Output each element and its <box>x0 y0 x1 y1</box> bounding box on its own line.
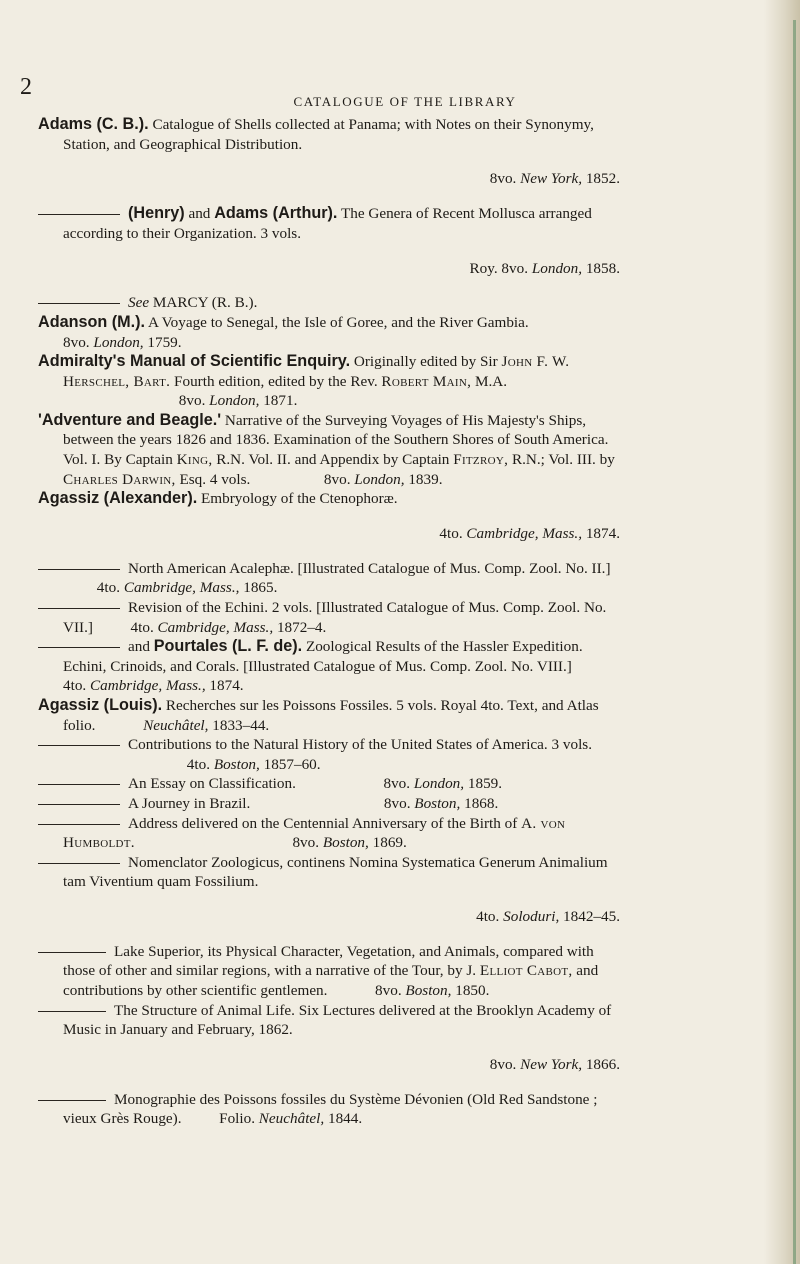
entry-admiralty-manual: Admiralty's Manual of Scientific Enquiry. Originally edited by Sir John F. W. Herschel, Bart. Fourth edition, edited by the Rev. Robert Main, M.A. 8vo. London, 1871. <box>38 352 570 410</box>
entry-text: Revision of the Echini. 2 vols. [Illustrated Catalogue of Mus. Comp. Zool. No. VII.] <box>63 599 607 636</box>
entry-text: A Voyage to Senegal, the Isle of Goree, and the River Gambia. <box>147 313 529 331</box>
ditto-rule <box>38 745 120 746</box>
entry-agassiz-louis: Agassiz (Louis). Recherches sur les Poissons Fossiles. 5 vols. Royal 4to. Text, and Atlas folio. Neuchâtel, 1833–44. <box>38 695 599 734</box>
imprint: 8vo. New York, 1866. <box>489 1056 620 1074</box>
entry-echini: Revision of the Echini. 2 vols. [Illustrated Catalogue of Mus. Comp. Zool. No. VII.] 4to. Cambridge, Mass., 1872–4. <box>38 598 620 637</box>
page-number: 2 <box>20 74 32 100</box>
ditto-rule <box>38 647 120 648</box>
headword: Pourtales (L. F. de). <box>153 637 303 656</box>
ditto-rule <box>38 824 120 825</box>
ditto-rule <box>38 303 120 304</box>
entry-text: A Journey in Brazil. <box>128 794 251 812</box>
entry-humboldt-address: Address delivered on the Centennial Anniversary of the Birth of A. von Humboldt. 8vo. Boston, 1869. <box>38 814 620 853</box>
entry-text: North American Acalephæ. [Illustrated Catalogue of Mus. Comp. Zool. No. II.] <box>128 559 611 577</box>
imprint: Roy. 8vo. London, 1858. <box>469 259 620 277</box>
entry-structure-animal-life <box>38 1001 620 1040</box>
entry-text: Recherches sur les Poissons Fossiles. 5 vols. Royal 4to. Text, and Atlas folio. <box>63 696 599 734</box>
ditto-rule <box>38 863 120 864</box>
entry-adams-henry-arthur: (Henry) and Adams (Arthur). The Genera of Recent Mollusca arranged according to their Organization. 3 vols. <box>38 204 620 243</box>
entry-see-marcy <box>38 293 620 313</box>
entry-text: Lake Superior, its Physical Character, Vegetation, and Animals, compared with those of other and similar regions, with a narrative of the Tour, by J. <box>63 942 594 980</box>
headword: (Henry) <box>128 204 185 223</box>
entry-text: Contributions to the Natural History of the United States of America. 3 vols. <box>128 736 592 754</box>
entry-text: Nomenclator Zoologicus, continens Nomina Systematica Generum Animalium tam Viventium quam Fossilium. <box>63 853 608 891</box>
headword: Adams (C. B.). <box>38 115 149 133</box>
entry-text: Zoological Results of the Hassler Expedition. Echini, Crinoids, and Corals. [Illustrated Catalogue of Mus. Comp. Zool. No. VIII.] <box>63 638 583 675</box>
entry-text: Embryology of the Ctenophoræ. <box>201 490 398 508</box>
headword: Adanson (M.). <box>38 312 146 331</box>
entry-text: Address delivered on the Centennial Anniversary of the Birth of <box>128 814 518 832</box>
entry-contributions: Contributions to the Natural History of the United States of America. 3 vols. 4to. Boston, 1857–60. <box>38 735 620 774</box>
headword: Agassiz (Alexander). <box>38 489 198 508</box>
headword: Agassiz (Louis). <box>38 695 163 714</box>
ditto-rule <box>38 214 120 215</box>
ditto-rule <box>38 608 120 609</box>
book-edge-line <box>793 20 796 1264</box>
ditto-rule <box>38 569 120 570</box>
entry-text: The Structure of Animal Life. Six Lectures delivered at the Brooklyn Academy of Music in January and February, 1862. <box>63 1001 612 1039</box>
entry-text: The Genera of Recent Mollusca arranged according to their Organization. 3 vols. <box>63 205 592 242</box>
entry-nomenclator <box>38 853 620 892</box>
entry-agassiz-alexander <box>38 489 620 509</box>
ditto-rule <box>38 1011 106 1012</box>
imprint: 4to. Soloduri, 1842–45. <box>476 908 620 926</box>
headword: 'Adventure and Beagle.' <box>38 410 222 429</box>
entry-acalephae: North American Acalephæ. [Illustrated Catalogue of Mus. Comp. Zool. No. II.] 4to. Cambridge, Mass., 1865. <box>38 559 620 598</box>
entry-adanson: Adanson (M.). A Voyage to Senegal, the Isle of Goree, and the River Gambia. 8vo. London, 1759. <box>38 312 529 351</box>
headword: Admiralty's Manual of Scientific Enquiry. <box>38 352 351 371</box>
imprint: 8vo. New York, 1852. <box>489 170 620 188</box>
entry-adams-cb <box>38 115 620 154</box>
ditto-rule <box>38 1100 106 1101</box>
ditto-rule <box>38 784 120 785</box>
see-reference: See <box>128 294 150 312</box>
entry-lake-superior: Lake Superior, its Physical Character, Vegetation, and Animals, compared with those of other and similar regions, with a narrative of the Tour, by J. Elliot Cabot, and contributions by other scientific gentlemen. 8vo. Boston, 1850. <box>38 942 620 1001</box>
entry-essay-classification: An Essay on Classification. 8vo. London, 1859. <box>38 774 620 794</box>
catalogue-entries <box>38 115 620 1129</box>
entry-adventure-beagle: 'Adventure and Beagle.' Narrative of the Surveying Voyages of His Majesty's Ships, between the years 1826 and 1836. Examination of the Southern Shores of South America. Vol. I. By Captain King, R.N. Vol. II. and Appendix by Captain Fitzroy, R.N.; Vol. III. by Charles Darwin, Esq. 4 vols. 8vo. London, 1839. <box>38 410 615 488</box>
entry-text: An Essay on Classification. <box>128 775 296 793</box>
imprint: 4to. Cambridge, Mass., 1874. <box>439 525 620 543</box>
entry-text: Catalogue of Shells collected at Panama; with Notes on their Synonymy, Station, and Geographical Distribution. <box>63 116 594 153</box>
entry-monographie: Monographie des Poissons fossiles du Système Dévonien (Old Red Sandstone ; vieux Grès Rouge). Folio. Neuchâtel, 1844. <box>38 1090 620 1129</box>
headword-secondary: Adams (Arthur). <box>214 204 338 223</box>
entry-pourtales: and Pourtales (L. F. de). Zoological Results of the Hassler Expedition. Echini, Crinoids, and Corals. [Illustrated Catalogue of Mus. Comp. Zool. No. VIII.] 4to. Cambridge, Mass., 1874. <box>38 637 620 696</box>
ditto-rule <box>38 952 106 953</box>
entry-text: Monographie des Poissons fossiles du Système Dévonien (Old Red Sandstone ; vieux Grès Rouge). <box>63 1090 598 1128</box>
entry-text: MARCY (R. B.). <box>152 294 258 312</box>
ditto-rule <box>38 804 120 805</box>
entry-journey-brazil: A Journey in Brazil. 8vo. Boston, 1868. <box>38 794 620 814</box>
running-head: CATALOGUE OF THE LIBRARY <box>293 94 517 109</box>
